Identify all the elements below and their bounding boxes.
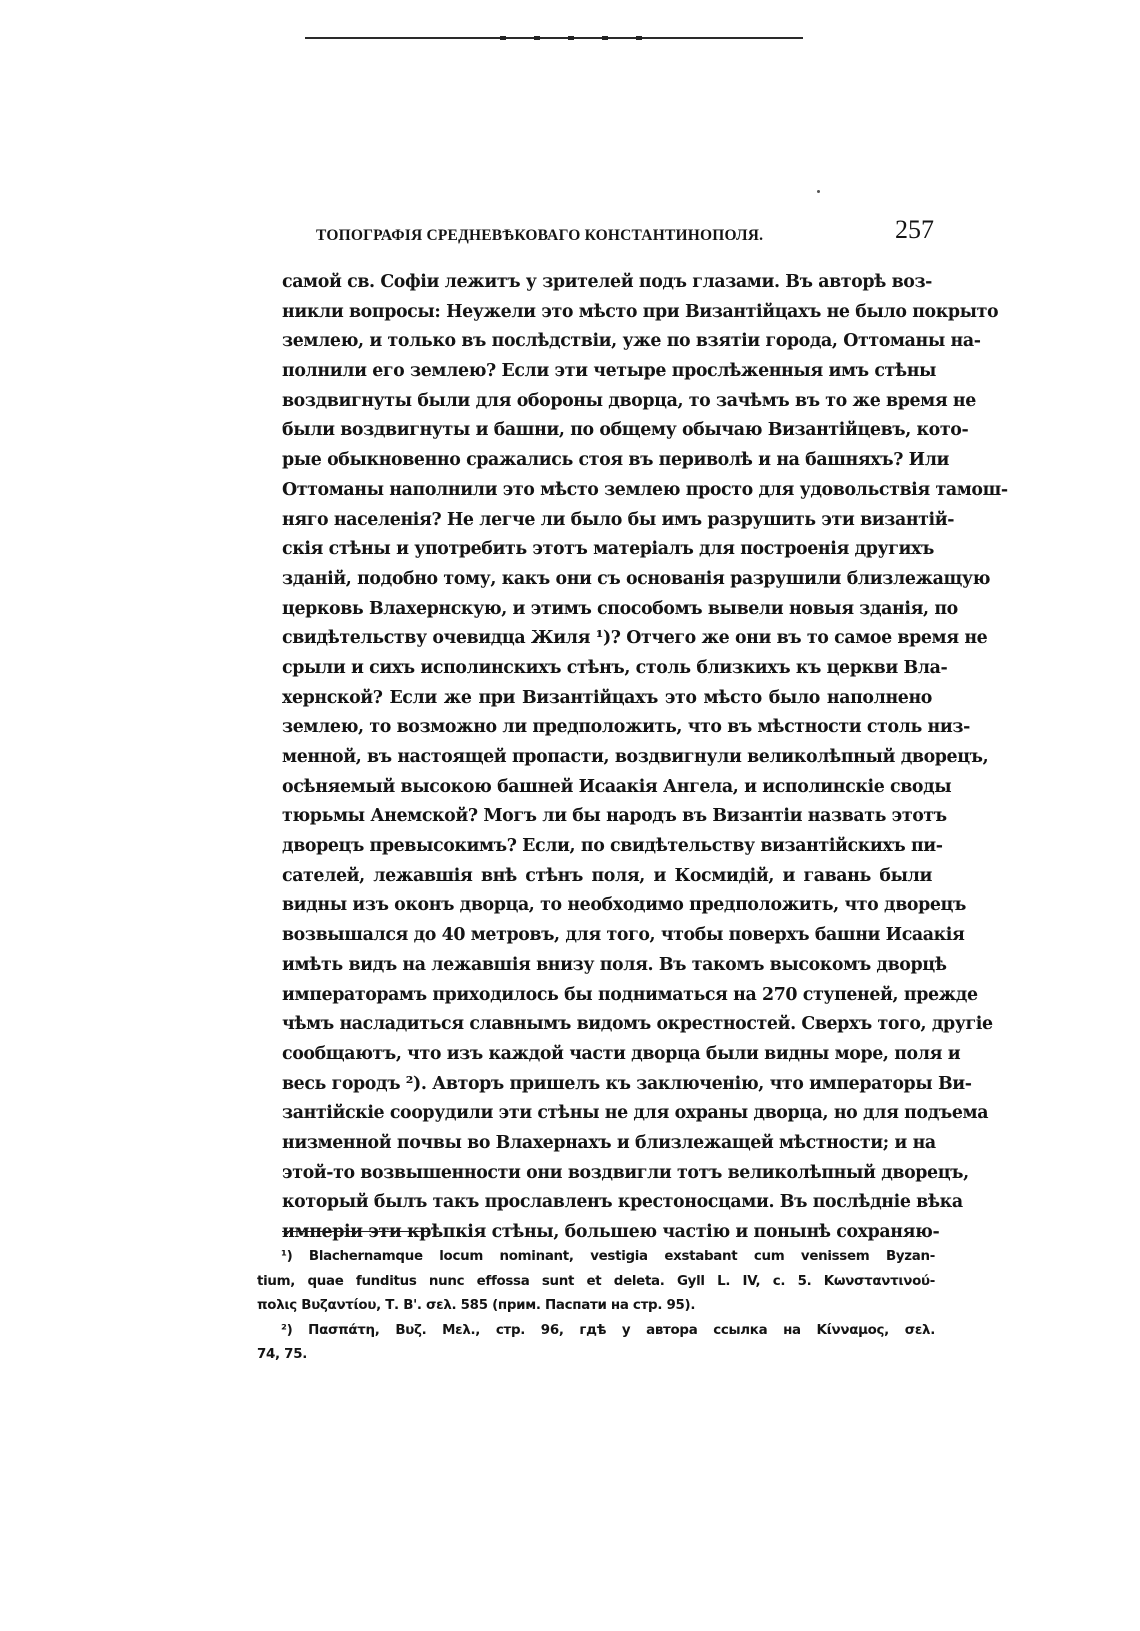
body-line: дворецъ превысокимъ? Если, по свидѣтельству византійскихъ пи- <box>282 836 943 857</box>
body-line: который былъ такъ прославленъ крестоносцами. Въ послѣдніе вѣка <box>282 1192 963 1213</box>
body-line: чѣмъ насладиться славнымъ видомъ окрестностей. Сверхъ того, другіе <box>282 1014 993 1035</box>
body-line: низменной почвы во Влахернахъ и близлежащей мѣстности; и на <box>282 1132 936 1153</box>
body-line: рые обыкновенно сражались стоя въ периволѣ и на башняхъ? Или <box>282 450 950 471</box>
footnote-line: 74, 75. <box>257 1347 308 1362</box>
footnote-line: tium, quae funditus nunc effossa sunt et deleta. Gyll L. IV, c. 5. Κωνσταντινού- <box>257 1273 935 1289</box>
body-line: императорамъ приходилось бы подниматься на 270 ступеней, прежде <box>282 984 978 1005</box>
footnote-line: ²) Πασπάτη, Βυζ. Μελ., стр. 96, гдѣ у автора ссылка на Κίνναμος, σελ. <box>281 1322 935 1338</box>
footnote-rule <box>282 1231 428 1232</box>
scan-speck <box>817 190 820 193</box>
top-rule-marks <box>500 36 650 40</box>
body-line: сообщаютъ, что изъ каждой части дворца были видны море, поля и <box>282 1043 961 1064</box>
body-line: никли вопросы: Неужели это мѣсто при Византійцахъ не было покрыто <box>282 301 999 322</box>
page-number: 257 <box>895 215 934 244</box>
body-line: срыли и сихъ исполинскихъ стѣнъ, столь близкихъ къ церкви Вла- <box>282 657 948 678</box>
footnote-line: πολις Βυζαντίου, Τ. Β'. σελ. 585 (прим. Паспати на стр. 95). <box>257 1298 696 1313</box>
body-line: весь городъ ²). Авторъ пришелъ къ заключенію, что императоры Ви- <box>282 1073 972 1094</box>
body-line: осѣняемый высокою башней Исаакія Ангела, и исполинскіе своды <box>282 776 952 797</box>
body-line: менной, въ настоящей пропасти, воздвигнули великолѣпный дворецъ, <box>282 747 989 767</box>
body-line: тюрьмы Анемской? Могъ ли бы народъ въ Византіи назвать этотъ <box>282 806 947 827</box>
body-line: зантійскіе соорудили эти стѣны не для охраны дворца, но для подъема <box>282 1103 989 1124</box>
body-line: этой-то возвышенности они воздвигли тотъ великолѣпный дворецъ, <box>282 1162 969 1183</box>
body-line: видны изъ оконъ дворца, то необходимо предположить, что дворецъ <box>282 895 966 916</box>
body-line: сателей, лежавшія внѣ стѣнъ поля, и Космидій, и гавань были <box>282 865 932 886</box>
footnotes <box>257 1245 935 1368</box>
body-line: землею, то возможно ли предположить, что въ мѣстности столь низ- <box>282 717 970 738</box>
body-text <box>282 268 1008 1248</box>
body-line: имѣть видъ на лежавшія внизу поля. Въ такомъ высокомъ дворцѣ <box>282 954 947 975</box>
body-line: хернской? Если же при Византійцахъ это мѣсто было наполнено <box>282 687 932 708</box>
footnote-line: ¹) Blachernamque locum nominant, vestigia exstabant cum venissem Byzan- <box>281 1249 935 1264</box>
body-line: воздвигнуты были для обороны дворца, то зачѣмъ въ то же время не <box>282 390 976 411</box>
body-line: самой св. Софіи лежитъ у зрителей подъ глазами. Въ авторѣ воз- <box>282 272 932 292</box>
body-line: няго населенія? Не легче ли было бы имъ разрушить эти византій- <box>282 509 955 530</box>
body-line: возвышался до 40 метровъ, для того, чтобы поверхъ башни Исаакія <box>282 925 965 946</box>
body-line: Оттоманы наполнили это мѣсто землею просто для удовольствія тамош- <box>282 479 1008 500</box>
body-line: имперіи эти крѣпкія стѣны, большею частію и понынѣ сохраняю- <box>282 1222 940 1242</box>
body-line: были воздвигнуты и башни, по общему обычаю Византійцевъ, кото- <box>282 420 969 441</box>
body-line: скія стѣны и употребить этотъ матеріалъ для построенія другихъ <box>282 539 934 560</box>
body-line: зданій, подобно тому, какъ они съ основанія разрушили близлежащую <box>282 568 991 589</box>
body-line: церковь Влахернскую, и этимъ способомъ вывели новыя зданія, по <box>282 598 958 619</box>
body-line: свидѣтельству очевидца Жиля ¹)? Отчего же они въ то самое время не <box>282 628 988 649</box>
running-title: ТОПОГРАФІЯ СРЕДНЕВѢКОВАГО КОНСТАНТИНОПОЛЯ. <box>316 227 764 244</box>
body-line: землею, и только въ послѣдствіи, уже по взятіи города, Оттоманы на- <box>282 331 981 352</box>
running-head <box>316 217 934 257</box>
body-line: полнили его землею? Если эти четыре прослѣженныя имъ стѣны <box>282 361 937 382</box>
